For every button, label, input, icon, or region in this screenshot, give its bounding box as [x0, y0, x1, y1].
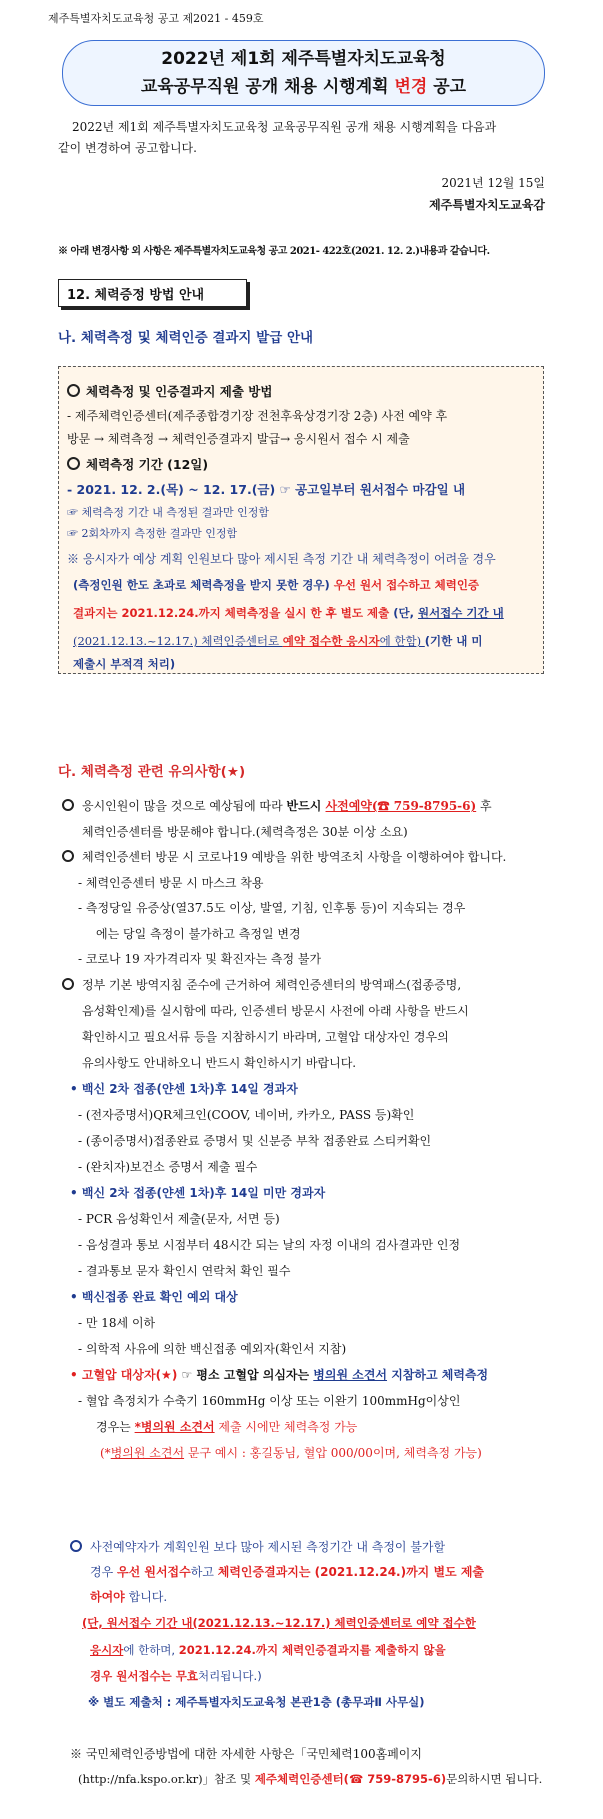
final-line: (단, 원서접수 기간 내(2021.12.13.~12.17.) 체력인증센터로 예약 접수한 — [82, 1616, 476, 1630]
final-line: 사전예약자가 계획인원 보다 많아 제시된 측정기간 내 측정이 불가할 — [70, 1538, 445, 1555]
under14-heading: • 백신 2차 접종(얀센 1차)후 14일 미만 경과자 — [70, 1186, 326, 1200]
exception-heading: • 백신접종 완료 확인 예외 대상 — [70, 1290, 238, 1304]
vaccinated-line: - (전자증명서)QR체크인(COOV, 네이버, 카카오, PASS 등)확인 — [78, 1108, 415, 1122]
vaccinated-line: - (종이증명서)접종완료 증명서 및 신분증 부착 접종완료 스티커확인 — [78, 1134, 432, 1148]
warning-line: 제출시 부적격 처리) — [73, 657, 176, 671]
under14-line: - 결과통보 문자 확인시 연락처 확인 필수 — [78, 1264, 291, 1278]
warning-line: ※ 응시자가 예상 계획 인원보다 많아 제시된 측정 기간 내 체력측정이 어려울 경우 — [67, 552, 496, 566]
precaution-line: - 측정당일 유증상(열37.5도 이상, 발열, 기침, 인후통 등)이 지속되는 경우 — [78, 901, 466, 915]
under14-line: - 음성결과 통보 시점부터 48시간 되는 날의 자정 이내의 검사결과만 인정 — [78, 1238, 461, 1252]
box-line: - 제주체력인증센터(제주종합경기장 전천후육상경기장 2층) 사전 예약 후 — [67, 409, 448, 423]
issuer: 제주특별자치도교육감 — [429, 198, 545, 212]
notice-date: 2021년 12월 15일 — [441, 176, 545, 190]
circle-bullet-icon — [62, 850, 74, 862]
reference-line: (http://nfa.kspo.or.kr)」참조 및 제주체력인증센터(☎ 759-8795-6)문의하시면 됩니다. — [78, 1772, 543, 1786]
subsection-na: 나. 체력측정 및 체력인증 결과지 발급 안내 — [58, 330, 314, 346]
remark: ※ 아래 변경사항 외 사항은 제주특별자치도교육청 공고 2021- 422호(2021. 12. 2.)내용과 같습니다. — [58, 246, 490, 257]
measurement-info-box — [58, 366, 544, 674]
final-line: 응시자에 한하며, 2021.12.24.까지 체력인증결과지를 제출하지 않을 — [90, 1643, 446, 1657]
box-heading-2: 체력측정 기간 (12일) — [67, 455, 208, 473]
under14-line: - PCR 음성확인서 제출(문자, 서면 등) — [78, 1212, 280, 1226]
precaution-line: 에는 당일 측정이 불가하고 측정일 변경 — [96, 927, 301, 941]
hypertension-heading: • 고혈압 대상자(★) ☞ 평소 고혈압 의심자는 병의원 소견서 지참하고 체력측정 — [70, 1368, 489, 1382]
exception-line: - 의학적 사유에 의한 백신접종 예외자(확인서 지참) — [78, 1342, 347, 1356]
circle-bullet-icon — [67, 384, 80, 397]
precaution-1: 응시인원이 많을 것으로 예상됨에 따라 반드시 사전예약(☎ 759-8795-6) 후 — [62, 797, 492, 814]
warning-line: 결과지는 2021.12.24.까지 체력측정을 실시 한 후 별도 제출 (단, 원서접수 기간 내 — [73, 606, 504, 620]
hypertension-example: (*병의원 소견서 문구 예시 : 홍길동님, 혈압 000/00이며, 체력측정 가능) — [100, 1446, 482, 1460]
title-banner — [62, 40, 545, 106]
measurement-period: - 2021. 12. 2.(목) ~ 12. 17.(금) ☞ 공고일부터 원서접수 마감일 내 — [67, 482, 466, 497]
hypertension-line: - 혈압 측정치가 수축기 160mmHg 이상 또는 이완기 100mmHg이상인 — [78, 1394, 461, 1408]
exception-line: - 만 18세 이하 — [78, 1316, 156, 1330]
final-line: 경우 우선 원서접수하고 체력인증결과지는 (2021.12.24.)까지 별도 제출 — [90, 1565, 484, 1579]
precaution-2: 체력인증센터 방문 시 코로나19 예방을 위한 방역조치 사항을 이행하여야 합니다. — [62, 848, 506, 865]
final-line: 경우 원서접수는 무효처리됩니다.) — [90, 1669, 262, 1683]
precaution-1-cont: 체력인증센터를 방문해야 합니다.(체력측정은 30분 이상 소요) — [82, 825, 408, 839]
hypertension-line: 경우는 *병의원 소견서 제출 시에만 체력측정 가능 — [96, 1420, 358, 1434]
circle-bullet-icon — [70, 1540, 82, 1552]
title-line-1: 2022년 제1회 제주특별자치도교육청 — [161, 49, 446, 69]
box-heading-1: 체력측정 및 인증결과지 제출 방법 — [67, 382, 272, 400]
vaccinated-line: - (완치자)보건소 증명서 제출 필수 — [78, 1160, 258, 1174]
period-note: ☞ 2회차까지 측정한 결과만 인정함 — [67, 527, 238, 540]
intro-paragraph: 2022년 제1회 제주특별자치도교육청 교육공무직원 공개 채용 시행계획을 다음과 같이 변경하여 공고합니다. — [58, 120, 497, 155]
final-line: 하여야 합니다. — [90, 1590, 168, 1604]
precaution-line: - 코로나 19 자가격리자 및 확진자는 측정 불가 — [78, 952, 322, 966]
warning-line: (측정인원 한도 초과로 체력측정을 받지 못한 경우) 우선 원서 접수하고 체력인증 — [73, 578, 480, 592]
section-title: 12. 체력증정 방법 안내 — [58, 279, 247, 307]
circle-bullet-icon — [62, 978, 74, 990]
box-line: 방문 → 체력측정 → 체력인증결과지 발급→ 응시원서 접수 시 제출 — [67, 432, 410, 446]
circle-bullet-icon — [62, 799, 74, 811]
subsection-da: 다. 체력측정 관련 유의사항(★) — [58, 764, 246, 780]
precaution-line: 유의사항도 안내하오니 반드시 확인하시기 바랍니다. — [82, 1056, 357, 1070]
title-line-2: 교육공무직원 공개 채용 시행계획 변경 공고 — [140, 77, 467, 97]
warning-line: (2021.12.13.~12.17.) 체력인증센터로 예약 접수한 응시자에 한함) (기한 내 미 — [73, 634, 483, 648]
reference-line: ※ 국민체력인증방법에 대한 자세한 사항은「국민체력100홈페이지 — [70, 1747, 422, 1761]
notice-number: 제주특별자치도교육청 공고 제2021 - 459호 — [48, 12, 264, 25]
precaution-line: - 체력인증센터 방문 시 마스크 착용 — [78, 876, 264, 890]
precaution-3: 정부 기본 방역지침 준수에 근거하여 체력인증센터의 방역패스(접종증명, — [62, 976, 461, 993]
precaution-line: 음성확인제)를 실시함에 따라, 인증센터 방문시 사전에 아래 사항을 반드시 — [82, 1004, 469, 1018]
precaution-line: 확인하시고 필요서류 등을 지참하시기 바라며, 고혈압 대상자인 경우의 — [82, 1030, 449, 1044]
period-note: ☞ 체력측정 기간 내 측정된 결과만 인정함 — [67, 506, 269, 519]
submission-place: ※ 별도 제출처 : 제주특별자치도교육청 본관1층 (총무과Ⅱ 사무실) — [88, 1695, 425, 1709]
vaccinated-heading: • 백신 2차 접종(얀센 1차)후 14일 경과자 — [70, 1082, 298, 1096]
circle-bullet-icon — [67, 457, 80, 470]
